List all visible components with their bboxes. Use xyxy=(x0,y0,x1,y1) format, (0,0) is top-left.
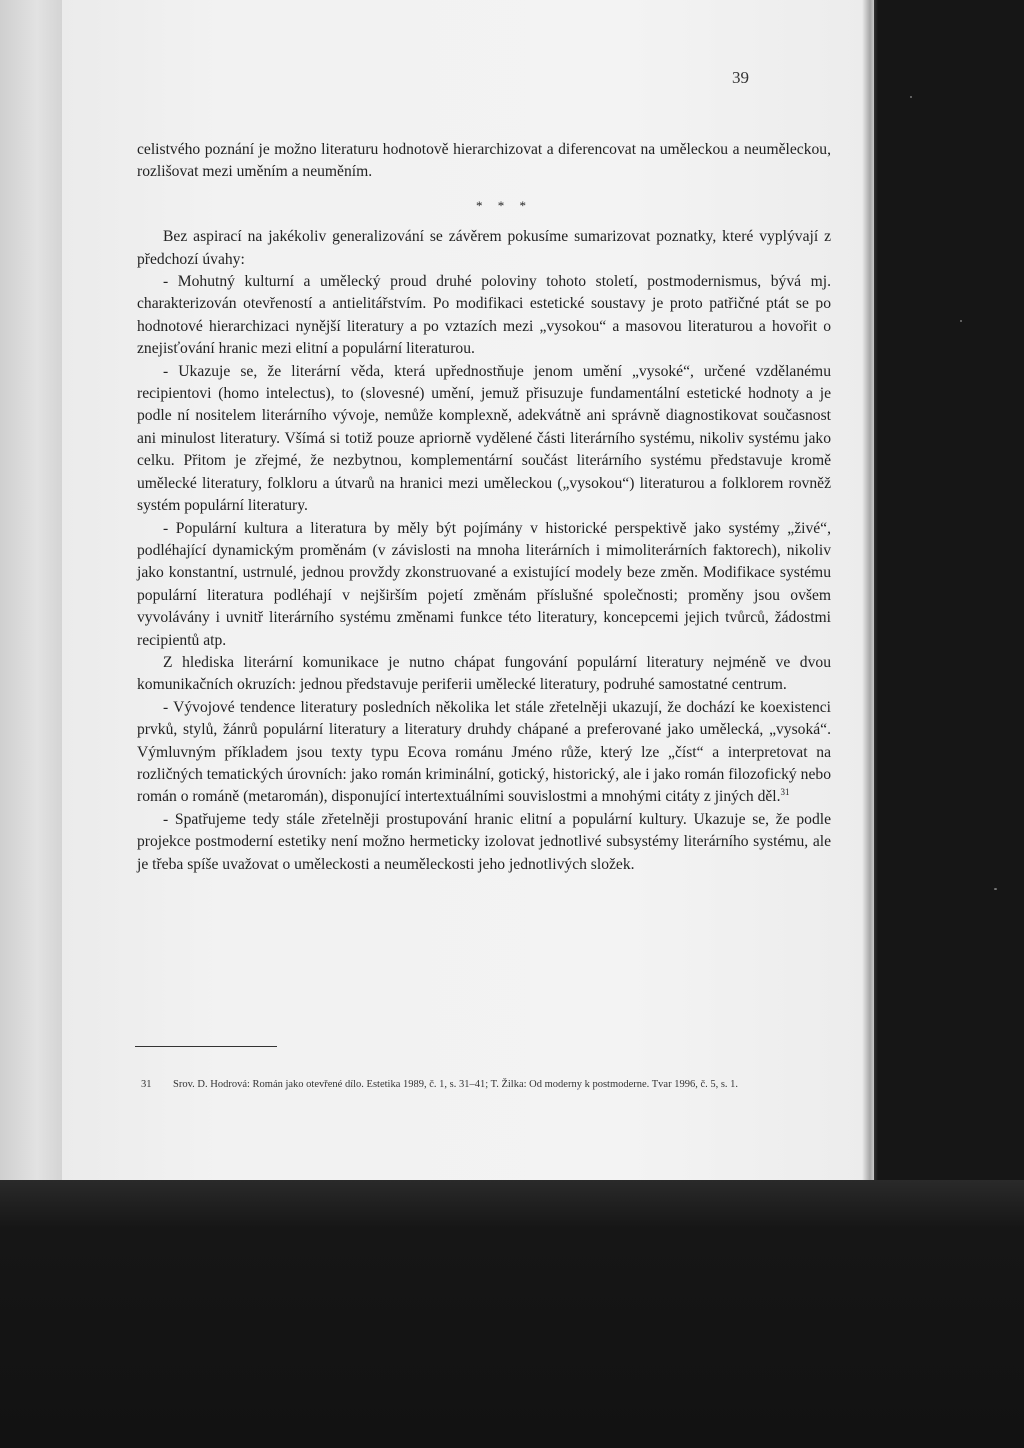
dust-speck xyxy=(960,320,962,322)
paragraph-literary-science: - Ukazuje se, že literární věda, která upřednostňuje jenom umění „vysoké“, určené vzdělanému recipientovi (homo intelectus), to (slovesné) umění, jemuž přisuzuje fundamentální estetické hodnoty a je podle ní nositelem literárního vývoje, nemůže komplexně, adekvátně ani správně diagnostikovat současnost ani minulost literatury. Všímá si totiž pouze apriorně vydělené části literárního systému, nikoliv systému jako celku. Přitom je zřejmé, že nezbytnou, komplementární součást literárního systému představuje kromě umělecké literatury, folkloru a útvarů na hranici mezi uměleckou („vysokou“) literaturou a folklorem rovněž systém populární literatury. xyxy=(137,362,831,515)
page-number: 39 xyxy=(732,68,749,87)
paragraph-development xyxy=(137,697,831,809)
scan-left-margin xyxy=(0,0,62,1185)
book-page xyxy=(62,0,874,1185)
paragraph-development-text: - Vývojové tendence literatury posledních několika let stále zřetelněji ukazují, že dochází ke koexistenci prvků, stylů, žánrů populární literatury a literatury druhdy chápané a preferované jako umělecká, „vysoká“. Výmluvným příkladem jsou texty typu Ecova románu Jméno růže, který lze „číst“ a interpretovat na rozličných tematických úrovních: jako román kriminální, gotický, historický, ale i jako román filozofický nebo román o románě (metaromán), disponující intertextuálními souvislostmi a mnohými citáty z jiných děl. xyxy=(137,698,831,806)
footnote-reference[interactable]: 31 xyxy=(780,787,790,798)
paragraph-popular-culture: - Populární kultura a literatura by měly být pojímány v historické perspektivě jako systémy „živé“, podléhající dynamickým proměnám (v závislosti na mnoha literárních i mimoliterárních faktorech), nikoliv jako konstantní, ustrnulé, jednou provždy zkonstruované a existující modely beze změn. Modifikace systému populární literatura podléhají v nejširším pojetí změnám příslušné společnosti; proměny jsou ovšem vyvolávány i uvnitř literárního systému změnami funkce této literatury, koncepcemi jejich tvůrců, žádostmi recipientů atp. xyxy=(137,519,831,649)
paragraph-communication: Z hlediska literární komunikace je nutno chápat fungování populární literatury nejméně ve dvou komunikačních okruzích: jednou představuje periferii umělecké literatury, podruhé samostatné centrum. xyxy=(137,653,831,694)
section-separator: * * * xyxy=(476,197,532,213)
page-edge-shadow xyxy=(862,0,878,1185)
paragraph-conclusion: - Spatřujeme tedy stále zřetelněji prostupování hranic elitní a populární kultury. Ukazuje se, že podle projekce postmoderní estetiky není možno hermeticky izolovat jednotlivé subsystémy literárního systému, ale je třeba spíše uvažovat o uměleckosti a neuměleckosti jeho jednotlivých složek. xyxy=(137,810,831,873)
body-text xyxy=(137,139,831,876)
dust-speck xyxy=(910,96,912,98)
scanner-background xyxy=(0,1180,1024,1448)
footnote-number: 31 xyxy=(141,1079,152,1090)
footnote-divider xyxy=(135,1046,277,1047)
paragraph-continuation: celistvého poznání je možno literaturu hodnotově hierarchizovat a diferencovat na uměleckou a neuměleckou, rozlišovat mezi uměním a neuměním. xyxy=(137,141,831,181)
dust-speck xyxy=(994,888,997,890)
paragraph-summary-intro: Bez aspirací na jakékoliv generalizování se závěrem pokusíme sumarizovat poznatky, které vyplývají z předchozí úvahy: xyxy=(137,228,831,268)
footnote-text: Srov. D. Hodrová: Román jako otevřené dílo. Estetika 1989, č. 1, s. 31–41; T. Žilka: Od moderny k postmoderne. Tvar 1996, č. 5, s. 1. xyxy=(173,1079,739,1090)
paragraph-postmodernism: - Mohutný kulturní a umělecký proud druhé poloviny tohoto století, postmodernismus, bývá mj. charakterizován otevřeností a antielitářstvím. Po modifikaci estetické soustavy je proto patřičné ptát se po hodnotové hierarchizaci nynější literatury a po vztazích mezi „vysokou“ a masovou literaturou a hovořit o znejisťování hranic mezi elitní a populární literaturou. xyxy=(137,273,831,358)
